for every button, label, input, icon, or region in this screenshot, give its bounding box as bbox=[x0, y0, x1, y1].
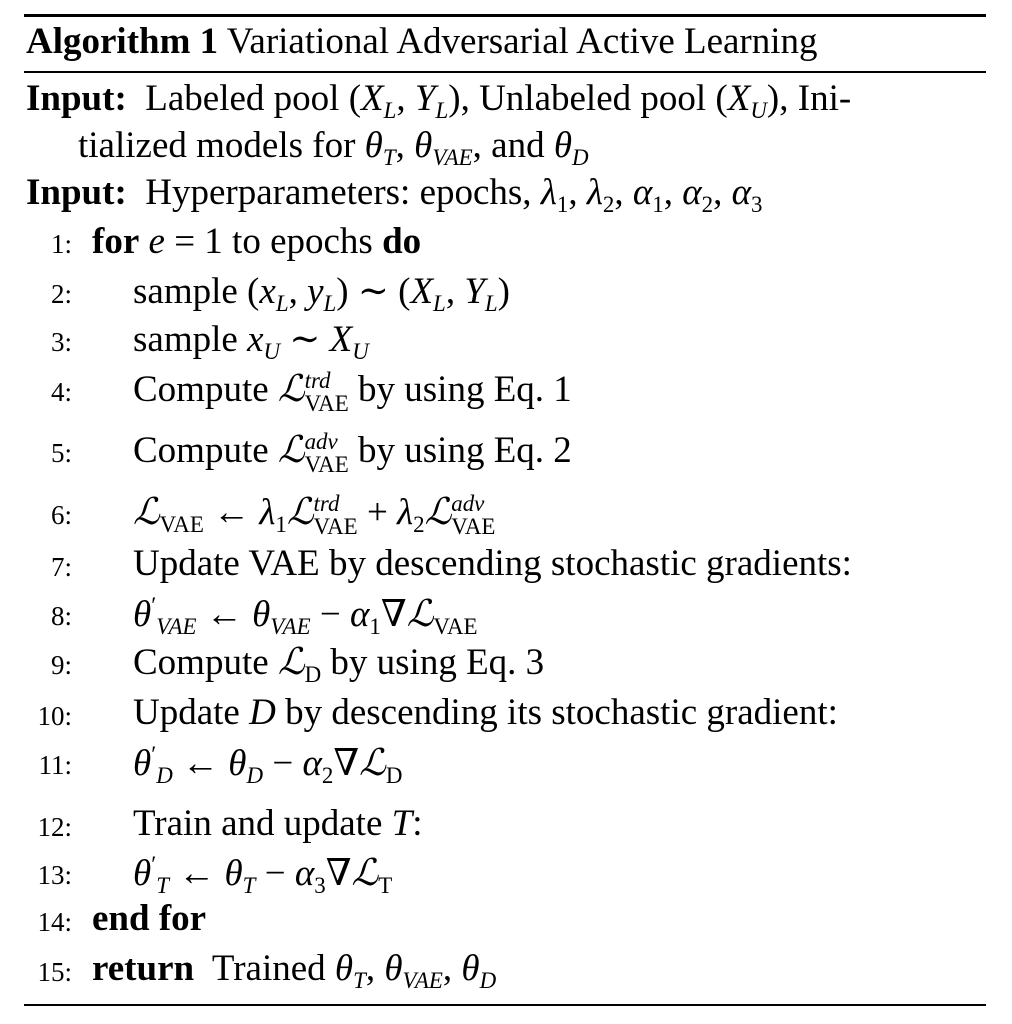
algo-line-3: sample $x_U$ ∼ $X_U$ bbox=[133, 319, 369, 365]
top-rule bbox=[24, 14, 986, 17]
algo-line-1: for e = 1 to epochs do bbox=[92, 221, 422, 262]
input-line-2: Input: Hyperparameters: epochs, $\lambda_1$, $\lambda_2$, $\alpha_1$, $\alpha_2$, $\alpha_3$ bbox=[26, 172, 763, 218]
algo-line-10: Update D by descending its stochastic gradient: bbox=[133, 692, 838, 733]
algorithm-caption bbox=[26, 20, 818, 64]
algo-line-15: return Trained $\theta_T$, $\theta_{VAE}$, $\theta_D$ bbox=[92, 948, 497, 994]
line-number: 13: bbox=[37, 860, 72, 890]
input-line-1: Input: Labeled pool ($X_L$, $Y_L$), Unlabeled pool $(X_U)$, Ini- bbox=[26, 78, 852, 124]
algorithm-label: Algorithm 1 bbox=[26, 21, 219, 62]
caption-rule bbox=[24, 71, 986, 73]
algo-line-5: Compute ℒ adv VAE by using Eq. 2 bbox=[133, 428, 572, 477]
input-line-1-cont: tialized models for $\theta_T$, $\theta_{VAE}$, and $\theta_D$ bbox=[78, 125, 589, 171]
input-label: Input: bbox=[26, 78, 127, 119]
algo-line-6: ℒ$_{VAE}$ ← $\lambda_1ℒ$ trd VAE + $\lambda_2ℒ$ adv VAE bbox=[133, 490, 496, 539]
algo-line-12: Train and update T: bbox=[133, 803, 423, 844]
algo-line-2: sample ($x_L$, $y_L$) ∼ ($X_L$, $Y_L$) bbox=[133, 271, 510, 317]
line-number: 9: bbox=[50, 650, 72, 680]
bottom-rule bbox=[24, 1004, 986, 1006]
algo-line-9: Compute ℒ$_D$ by using Eq. 3 bbox=[133, 640, 545, 688]
algo-line-8: $\theta'_{VAE}$ ← $\theta_{VAE}$ − $\alpha_1\nabla ℒ_{VAE}$ bbox=[133, 592, 478, 640]
line-number: 12: bbox=[37, 812, 72, 842]
line-number: 10: bbox=[37, 701, 72, 731]
line-number: 4: bbox=[50, 377, 72, 407]
algo-line-11: $\theta'_D$ ← $\theta_D$ − $\alpha_2\nabla ℒ_D$ bbox=[133, 741, 403, 789]
line-number: 7: bbox=[50, 552, 72, 582]
algo-line-4: Compute ℒ trd VAE by using Eq. 1 bbox=[133, 367, 572, 416]
input-label-2: Input: bbox=[26, 172, 127, 213]
line-number: 11: bbox=[38, 750, 72, 780]
line-number: 2: bbox=[50, 279, 72, 309]
line-number: 3: bbox=[50, 327, 72, 357]
algo-line-14: end for bbox=[92, 898, 207, 939]
line-number: 8: bbox=[50, 601, 72, 631]
line-number: 6: bbox=[50, 500, 72, 530]
algorithm-title: Variational Adversarial Active Learning bbox=[226, 21, 818, 62]
algo-line-7: Update VAE by descending stochastic gradients: bbox=[133, 543, 852, 584]
line-number: 15: bbox=[37, 957, 72, 987]
line-number: 1: bbox=[50, 229, 72, 259]
line-number: 14: bbox=[37, 907, 72, 937]
line-number: 5: bbox=[50, 438, 72, 468]
algo-line-13: $\theta'_T$ ← $\theta_T$ − $\alpha_3\nabla ℒ_T$ bbox=[133, 851, 393, 899]
